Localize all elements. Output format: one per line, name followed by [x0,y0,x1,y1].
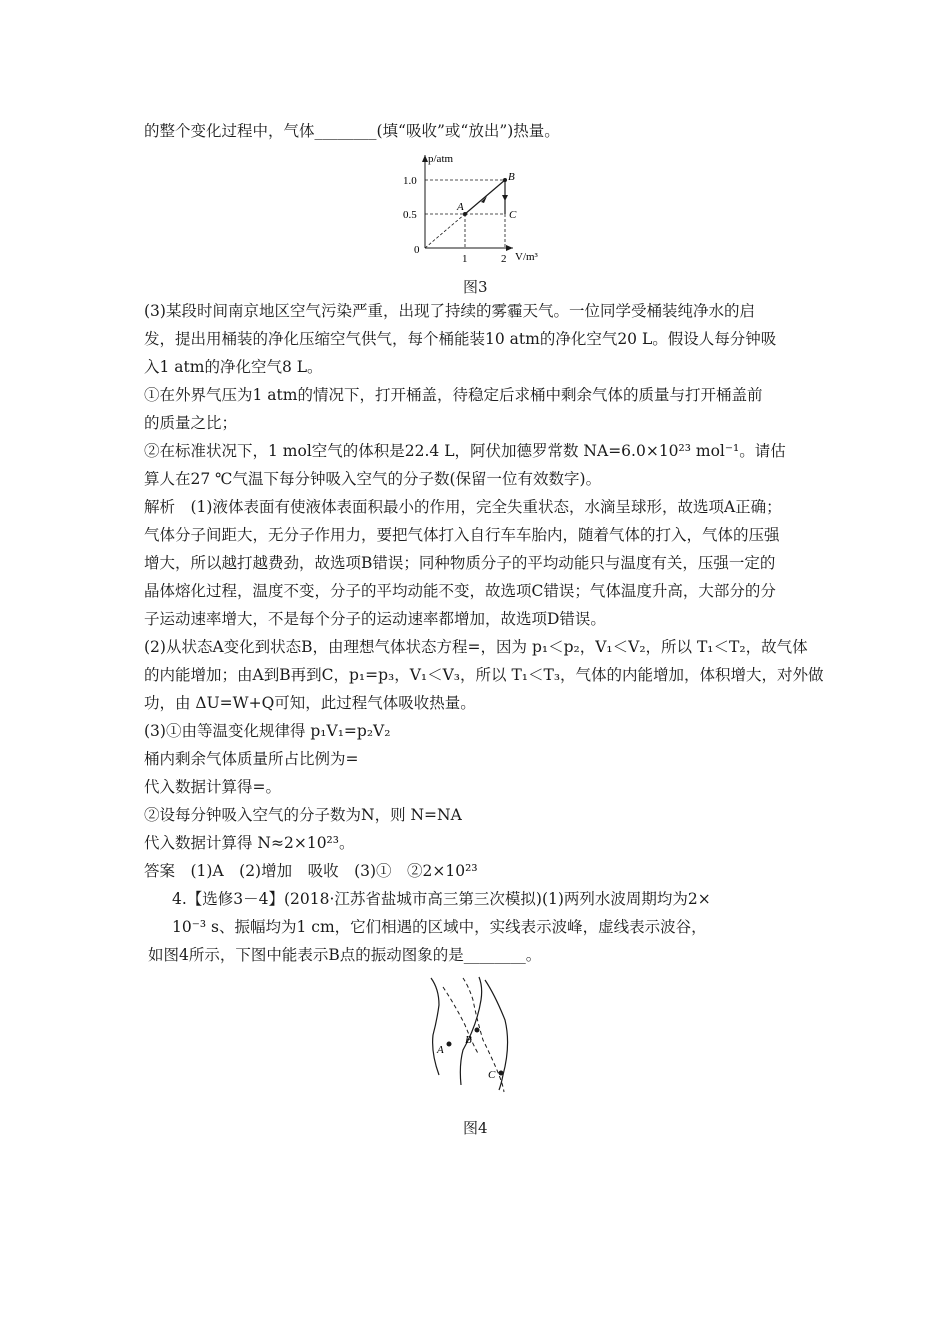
question-4-line-3: 如图4所示，下图中能表示B点的振动图象的是________。 [148,946,542,964]
point-c [499,1071,504,1076]
point-a-label: A [437,1044,444,1056]
text-line: (3)某段时间南京地区空气污染严重，出现了持续的雾霾天气。一位同学受桶装纯净水的启 [144,302,755,320]
y-tick-0-5: 0.5 [403,209,417,221]
point-c-label: C [509,209,517,221]
question-4-line-2: 10⁻³ s、振幅均为1 cm，它们相遇的区域中，实线表示波峰，虚线表示波谷， [172,918,707,936]
question-4-line-1: 4.【选修3－4】(2018·江苏省盐城市高三第三次模拟)(1)两列水波周期均为2× [172,890,711,908]
text-line: 代入数据计算得=。 [144,778,281,796]
point-b [475,1028,480,1033]
answer-line: 答案 (1)A (2)增加 吸收 (3)① ②2×10²³ [144,862,478,880]
text-line: 功，由 ΔU=W+Q可知，此过程气体吸收热量。 [144,694,476,712]
y-tick-1: 1.0 [403,175,417,187]
text-line: (2)从状态A变化到状态B，由理想气体状态方程=，因为 p₁＜p₂，V₁＜V₂，所以 T₁＜T₂，故气体 [144,638,808,656]
text-line: 入1 atm的净化空气8 L。 [144,358,323,376]
point-b-label: B [508,171,515,183]
y-axis-label: p/atm [428,153,454,165]
x-tick-1: 1 [462,253,468,265]
text-line: 的质量之比； [144,414,238,432]
text-line: 发，提出用桶装的净化压缩空气供气，每个桶能装10 atm的净化空气20 L。假设人每分钟吸 [144,330,777,348]
text-line: 桶内剩余气体质量所占比例为= [144,750,359,768]
figure-4-caption: 图4 [463,1119,488,1137]
text-line: ②设每分钟吸入空气的分子数为N，则 N=NA [144,806,462,824]
text-line: 的内能增加；由A到B再到C，p₁=p₃，V₁＜V₃，所以 T₁＜T₃，气体的内能增加，体积增大，对外做 [144,666,824,684]
origin-label: 0 [414,244,420,256]
text-line: 晶体熔化过程，温度不变，分子的平均动能不变，故选项C错误；气体温度升高，大部分的分 [144,582,776,600]
text-line: ①在外界气压为1 atm的情况下，打开桶盖，待稳定后求桶中剩余气体的质量与打开桶盖前 [144,386,763,404]
text-line: 解析 (1)液体表面有使液体表面积最小的作用，完全失重状态，水滴呈球形，故选项A正确； [144,498,782,516]
point-b-label: B [465,1034,472,1046]
x-tick-2: 2 [501,253,507,265]
point-a [447,1042,452,1047]
text-line: 代入数据计算得 N≈2×10²³。 [144,834,355,852]
text-line: 的整个变化过程中，气体________(填“吸收”或“放出”)热量。 [144,122,560,140]
figure-4-wave-interference [425,975,535,1095]
text-line: 增大，所以越打越费劲，故选项B错误；同种物质分子的平均动能只与温度有关，压强一定的 [144,554,776,572]
process-a-to-b [465,180,505,214]
text-line: (3)①由等温变化规律得 p₁V₁=p₂V₂ [144,722,391,740]
text-line: 气体分子间距大，无分子作用力，要把气体打入自行车车胎内，随着气体的打入，气体的压强 [144,526,780,544]
wave-crest [431,978,439,1075]
figure-3-caption: 图3 [463,278,488,296]
text-line: ②在标准状况下，1 mol空气的体积是22.4 L，阿伏加德罗常数 NA=6.0×10²³ mol⁻¹。请估 [144,442,786,460]
point-c-label: C [488,1069,496,1081]
x-axis-label: V/m³ [515,251,538,263]
text-line: 子运动速率增大，不是每个分子的运动速率都增加，故选项D错误。 [144,610,606,628]
point-a-label: A [457,201,464,213]
text-line: 算人在27 ℃气温下每分钟吸入空气的分子数(保留一位有效数字)。 [144,470,602,488]
figure-3-pv-diagram [395,150,555,272]
